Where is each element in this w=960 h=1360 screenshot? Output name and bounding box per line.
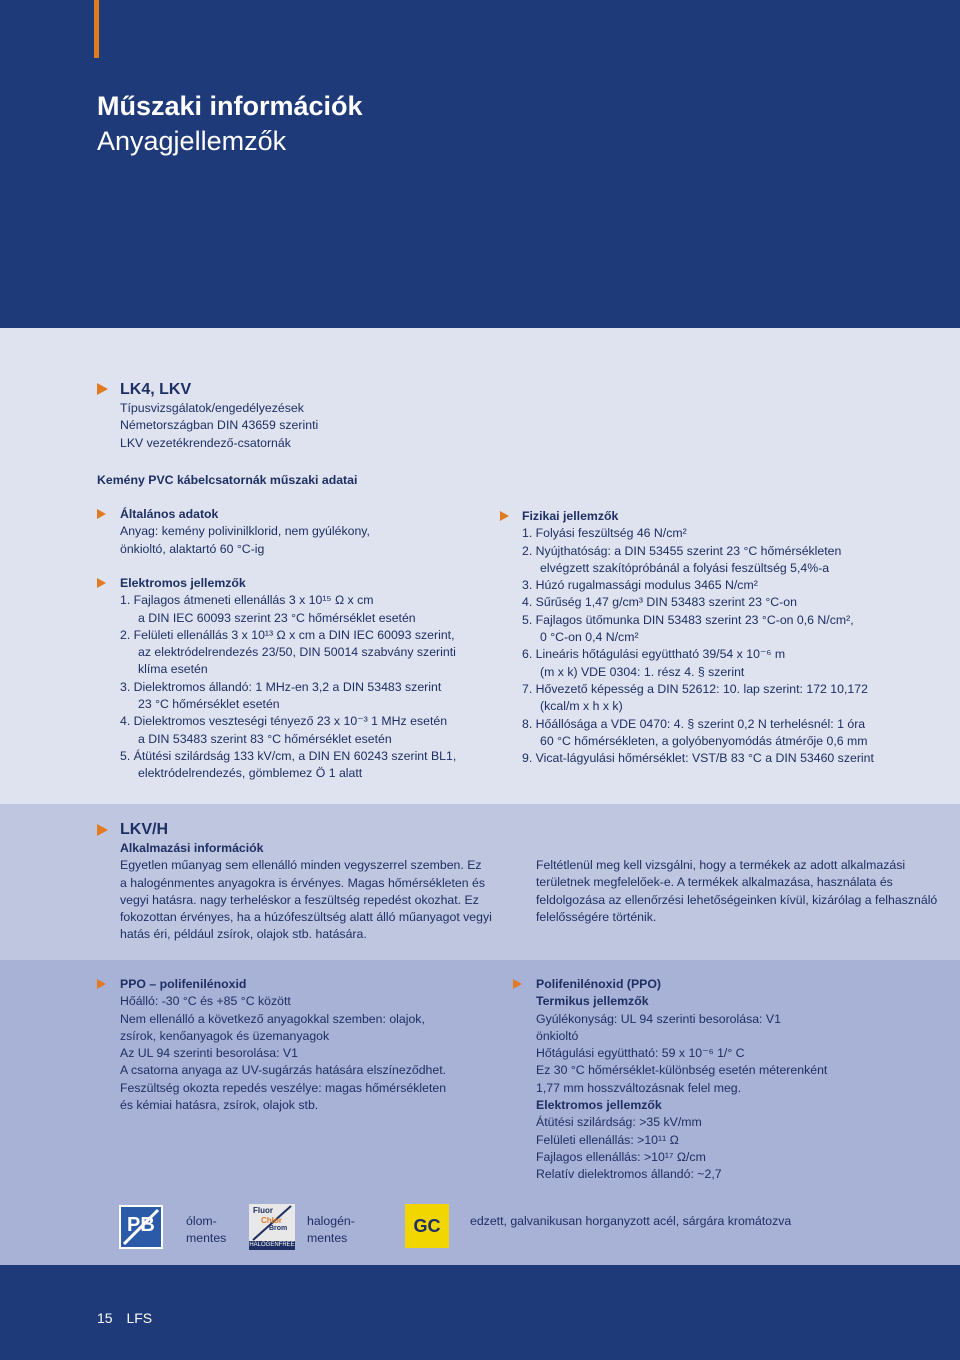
lead-free-label-line: mentes xyxy=(186,1231,227,1246)
halogen-free-label-line: halogén- xyxy=(307,1214,355,1228)
gc-label: edzett, galvanikusan horganyzott acél, sárgára kromátozva xyxy=(470,1214,792,1228)
halogen-free-label-line: mentes xyxy=(307,1231,348,1246)
electrical-line: 2. Felületi ellenállás 3 x 10¹³ Ω x cm a DIN IEC 60093 szerint, xyxy=(120,627,455,642)
page-subtitle: Anyagjellemzők xyxy=(97,126,287,156)
physical-line: 6. Lineáris hőtágulási együttható 39/54 x 10⁻⁶ m xyxy=(522,647,786,662)
electrical-line: 3. Dielektromos állandó: 1 MHz-en 3,2 a DIN 53483 szerint xyxy=(120,679,442,694)
ppo-line: Hőálló: -30 °C és +85 °C között xyxy=(120,994,291,1009)
physical-line: 1. Folyási feszültség 46 N/cm² xyxy=(522,526,687,541)
ppo-line: Az UL 94 szerinti besorolása: V1 xyxy=(120,1046,298,1061)
ppo-line: A csatorna anyaga az UV-sugárzás hatására elszíneződhet. xyxy=(120,1063,447,1078)
header-band xyxy=(0,0,960,328)
general-block xyxy=(120,506,370,558)
arrow-icon xyxy=(97,824,108,836)
thermal-line: önkioltó xyxy=(536,1028,579,1043)
electrical-line: a DIN IEC 60093 szerint 23 °C hőmérséklet esetén xyxy=(138,610,416,625)
polyphenylene-heading: Polifenilénoxid (PPO) xyxy=(536,977,662,991)
physical-line: 60 °C hőmérsékleten, a golyóbenyomódás átmérője 0,6 mm xyxy=(540,733,868,748)
ppo-block xyxy=(120,976,446,1114)
page-number: 15 xyxy=(97,1310,113,1326)
electrical-line: 23 °C hőmérséklet esetén xyxy=(138,697,280,712)
lk-heading: LK4, LKV xyxy=(120,381,192,398)
lkvh-subheading: Alkalmazási információk xyxy=(120,841,264,855)
physical-line: 4. Sűrűség 1,47 g/cm³ DIN 53483 szerint 23 °C-on xyxy=(522,595,797,610)
halogen-free-label xyxy=(307,1213,355,1248)
lkvh-left-line: fokozottan érvényes, ha a húzófeszültség alatt álló műanyagot vegyi xyxy=(120,910,492,925)
physical-line: (m x k) VDE 0304: 1. rész 4. § szerint xyxy=(540,664,745,679)
arrow-icon xyxy=(97,383,108,395)
physical-block xyxy=(522,508,874,767)
general-heading: Általános adatok xyxy=(120,507,219,521)
electrical-line: klíma esetén xyxy=(138,662,208,677)
pvc-section-title: Kemény PVC kábelcsatornák műszaki adatai xyxy=(97,473,358,487)
physical-line: elvégzett szakítópróbánál a folyási feszültség 5,4%-a xyxy=(540,560,830,575)
lk-line: LKV vezetékrendező-csatornák xyxy=(120,435,291,450)
physical-line: 7. Hővezető képesség a DIN 52612: 10. lap szerint: 172 10,172 xyxy=(522,681,868,696)
electrical-heading: Elektromos jellemzők xyxy=(120,576,246,590)
physical-heading: Fizikai jellemzők xyxy=(522,509,619,523)
polyphenylene-block xyxy=(536,976,827,1184)
ppo-electrical-heading: Elektromos jellemzők xyxy=(536,1098,662,1113)
arrow-icon xyxy=(500,511,509,521)
electrical-line: 4. Dielektromos veszteségi tényező 23 x 10⁻³ 1 MHz esetén xyxy=(120,714,448,729)
physical-line: 0 °C-on 0,4 N/cm² xyxy=(540,630,639,645)
electrical-line: elektródelrendezés, gömblemez Ö 1 alatt xyxy=(138,766,363,781)
general-line: önkioltó, alaktartó 60 °C-ig xyxy=(120,541,265,556)
ppo-line: zsírok, kenőanyagok és üzemanyagok xyxy=(120,1028,330,1043)
lkvh-left-line: Egyetlen műanyag sem ellenálló minden vegyszerrel szemben. Ez xyxy=(120,858,482,873)
lead-free-icon xyxy=(119,1205,163,1249)
physical-line: 9. Vicat-lágyulási hőmérséklet: VST/B 83 °C a DIN 53460 szerint xyxy=(522,751,874,766)
electrical-block xyxy=(120,575,456,783)
lk-line: Típusvizsgálatok/engedélyezések xyxy=(120,401,304,415)
page-footer xyxy=(97,1310,152,1326)
ppo-heading: PPO – polifenilénoxid xyxy=(120,977,247,991)
thermal-heading: Termikus jellemzők xyxy=(536,994,649,1009)
page-title: Műszaki információk xyxy=(97,91,363,121)
arrow-icon xyxy=(513,979,522,989)
lkvh-right-line: területnek megfelelőek-e. A termékek alkalmazása, használata és xyxy=(536,875,893,890)
arrow-icon xyxy=(97,509,106,519)
physical-line: 2. Nyújthatóság: a DIN 53455 szerint 23 °C hőmérsékleten xyxy=(522,543,842,558)
lkvh-right-block xyxy=(536,857,938,926)
halogenfree-badge: HALOGENFREE xyxy=(249,1242,295,1248)
lkvh-left-line: a halogénmentes anyagokra is érvényes. Magas hőmérsékleten és xyxy=(120,875,486,890)
lk-line: Németországban DIN 43659 szerinti xyxy=(120,418,319,433)
thermal-line: Hőtágulási együttható: 59 x 10⁻⁶ 1/° C xyxy=(536,1046,745,1061)
electrical-line: az elektródelrendezés 23/50, DIN 50014 szabvány szerinti xyxy=(138,645,456,660)
thermal-line: Ez 30 °C hőmérséklet-különbség esetén méterenként xyxy=(536,1063,828,1078)
lead-free-label xyxy=(186,1213,226,1248)
physical-line: 3. Húzó rugalmassági modulus 3465 N/cm² xyxy=(522,578,758,593)
ppo-electrical-line: Felületi ellenállás: >10¹¹ Ω xyxy=(536,1132,679,1147)
arrow-icon xyxy=(97,979,106,989)
fluor-text: Fluor xyxy=(253,1206,273,1215)
pb-text: PB xyxy=(127,1214,155,1236)
lead-free-label-line: ólom- xyxy=(186,1214,217,1228)
lkvh-heading: LKV/H xyxy=(120,821,168,838)
lkvh-left-line: hatás éri, például zsírok, olajok stb. hatására. xyxy=(120,927,367,942)
halogen-free-icon xyxy=(249,1204,295,1250)
electrical-line: a DIN 53483 szerint 83 °C hőmérséklet esetén xyxy=(138,731,392,746)
electrical-line: 5. Átütési szilárdság 133 kV/cm, a DIN EN 60243 szerint BL1, xyxy=(120,748,457,763)
footer-brand: LFS xyxy=(126,1310,153,1326)
thermal-line: 1,77 mm hosszváltozásnak felel meg. xyxy=(536,1080,742,1095)
brom-text: Brom xyxy=(269,1225,288,1232)
lkvh-right-line: feldolgozása az ellenőrzési lehetőségeinken kívül, kizárólag a felhasználó xyxy=(536,892,938,907)
lkvh-right-line: Feltétlenül meg kell vizsgálni, hogy a termékek az adott alkalmazási xyxy=(536,858,906,872)
physical-line: 5. Fajlagos ütőmunka DIN 53483 szerint 23 °C-on 0,6 N/cm², xyxy=(522,612,854,627)
chlor-text: Chlor xyxy=(261,1216,282,1225)
general-line: Anyag: kemény polivinilklorid, nem gyúlékony, xyxy=(120,524,370,539)
ppo-line: Feszültség okozta repedés veszélye: magas hőmérsékleten xyxy=(120,1080,447,1095)
electrical-line: 1. Fajlagos átmeneti ellenállás 3 x 10¹⁵ Ω x cm xyxy=(120,593,374,608)
lkvh-block xyxy=(120,820,492,944)
gc-icon: GC xyxy=(405,1204,449,1248)
physical-line: 8. Hőállósága a VDE 0470: 4. § szerint 0,2 N terhelésnél: 1 óra xyxy=(522,716,866,731)
lk-block xyxy=(120,380,318,452)
ppo-line: Nem ellenálló a következő anyagokkal szemben: olajok, xyxy=(120,1011,425,1026)
ppo-electrical-line: Relatív dielektromos állandó: ~2,7 xyxy=(536,1167,722,1182)
thermal-line: Gyúlékonyság: UL 94 szerinti besorolása: V1 xyxy=(536,1011,781,1026)
ppo-electrical-line: Fajlagos ellenállás: >10¹⁷ Ω/cm xyxy=(536,1149,706,1164)
physical-line: (kcal/m x h x k) xyxy=(540,699,623,714)
lkvh-right-line: felelősségére történik. xyxy=(536,909,657,924)
ppo-line: és kémiai hatásra, zsírok, olajok stb. xyxy=(120,1098,319,1113)
arrow-icon xyxy=(97,578,106,588)
lkvh-left-line: vegyi hatásra. nagy terheléskor a feszültség repedést okozhat. Ez xyxy=(120,892,479,907)
accent-bar xyxy=(94,0,99,58)
ppo-electrical-line: Átütési szilárdság: >35 kV/mm xyxy=(536,1115,702,1130)
